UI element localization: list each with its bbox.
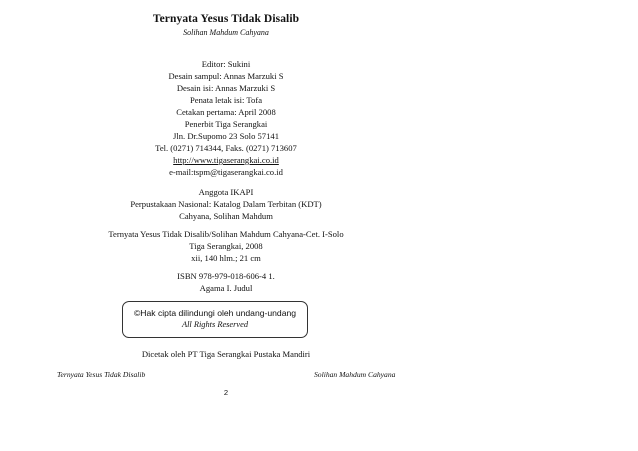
kdt-author: Cahyana, Solihan Mahdum	[179, 211, 273, 221]
copyright-notice: ©Hak cipta dilindungi oleh undang-undang	[133, 308, 297, 318]
book-title: Ternyata Yesus Tidak Disalib	[152, 13, 300, 25]
kdt-entry: Ternyata Yesus Tidak Disalib/Solihan Mahdum Cahyana-Cet. I-Solo	[108, 229, 344, 239]
footer-author: Solihan Mahdum Cahyana	[314, 370, 396, 379]
printed-by: Dicetak oleh PT Tiga Serangkai Pustaka Mandiri	[141, 349, 311, 359]
credit-publisher: Penerbit Tiga Serangkai	[184, 119, 268, 129]
kdt-publisher-year: Tiga Serangkai, 2008	[189, 241, 263, 251]
credit-cover-design: Desain sampul: Annas Marzuki S	[168, 71, 284, 81]
ikapi-member: Anggota IKAPI	[198, 187, 254, 197]
page-number: 2	[223, 388, 229, 397]
credit-phone-fax: Tel. (0271) 714344, Faks. (0271) 713607	[155, 143, 297, 153]
all-rights-reserved: All Rights Reserved	[181, 320, 249, 329]
credit-address: Jln. Dr.Supomo 23 Solo 57141	[172, 131, 280, 141]
kdt-heading: Perpustakaan Nasional: Katalog Dalam Terbitan (KDT)	[130, 199, 322, 209]
credit-layout: Penata letak isi: Tofa	[189, 95, 263, 105]
footer-book-title: Ternyata Yesus Tidak Disalib	[57, 370, 146, 379]
copyright-box	[122, 301, 308, 338]
book-author: Solihan Mahdum Cahyana	[183, 28, 269, 37]
kdt-isbn: ISBN 978-979-018-606-4 1.	[177, 271, 275, 281]
kdt-subject: Agama I. Judul	[199, 283, 253, 293]
credit-editor: Editor: Sukini	[201, 59, 251, 69]
kdt-pages: xii, 140 hlm.; 21 cm	[191, 253, 261, 263]
publisher-website-link[interactable]: http://www.tigaserangkai.co.id	[173, 155, 279, 165]
credit-content-design: Desain isi: Annas Marzuki S	[176, 83, 276, 93]
credit-first-print: Cetakan pertama: April 2008	[176, 107, 276, 117]
publisher-email: e-mail:tspm@tigaserangkai.co.id	[169, 167, 283, 177]
